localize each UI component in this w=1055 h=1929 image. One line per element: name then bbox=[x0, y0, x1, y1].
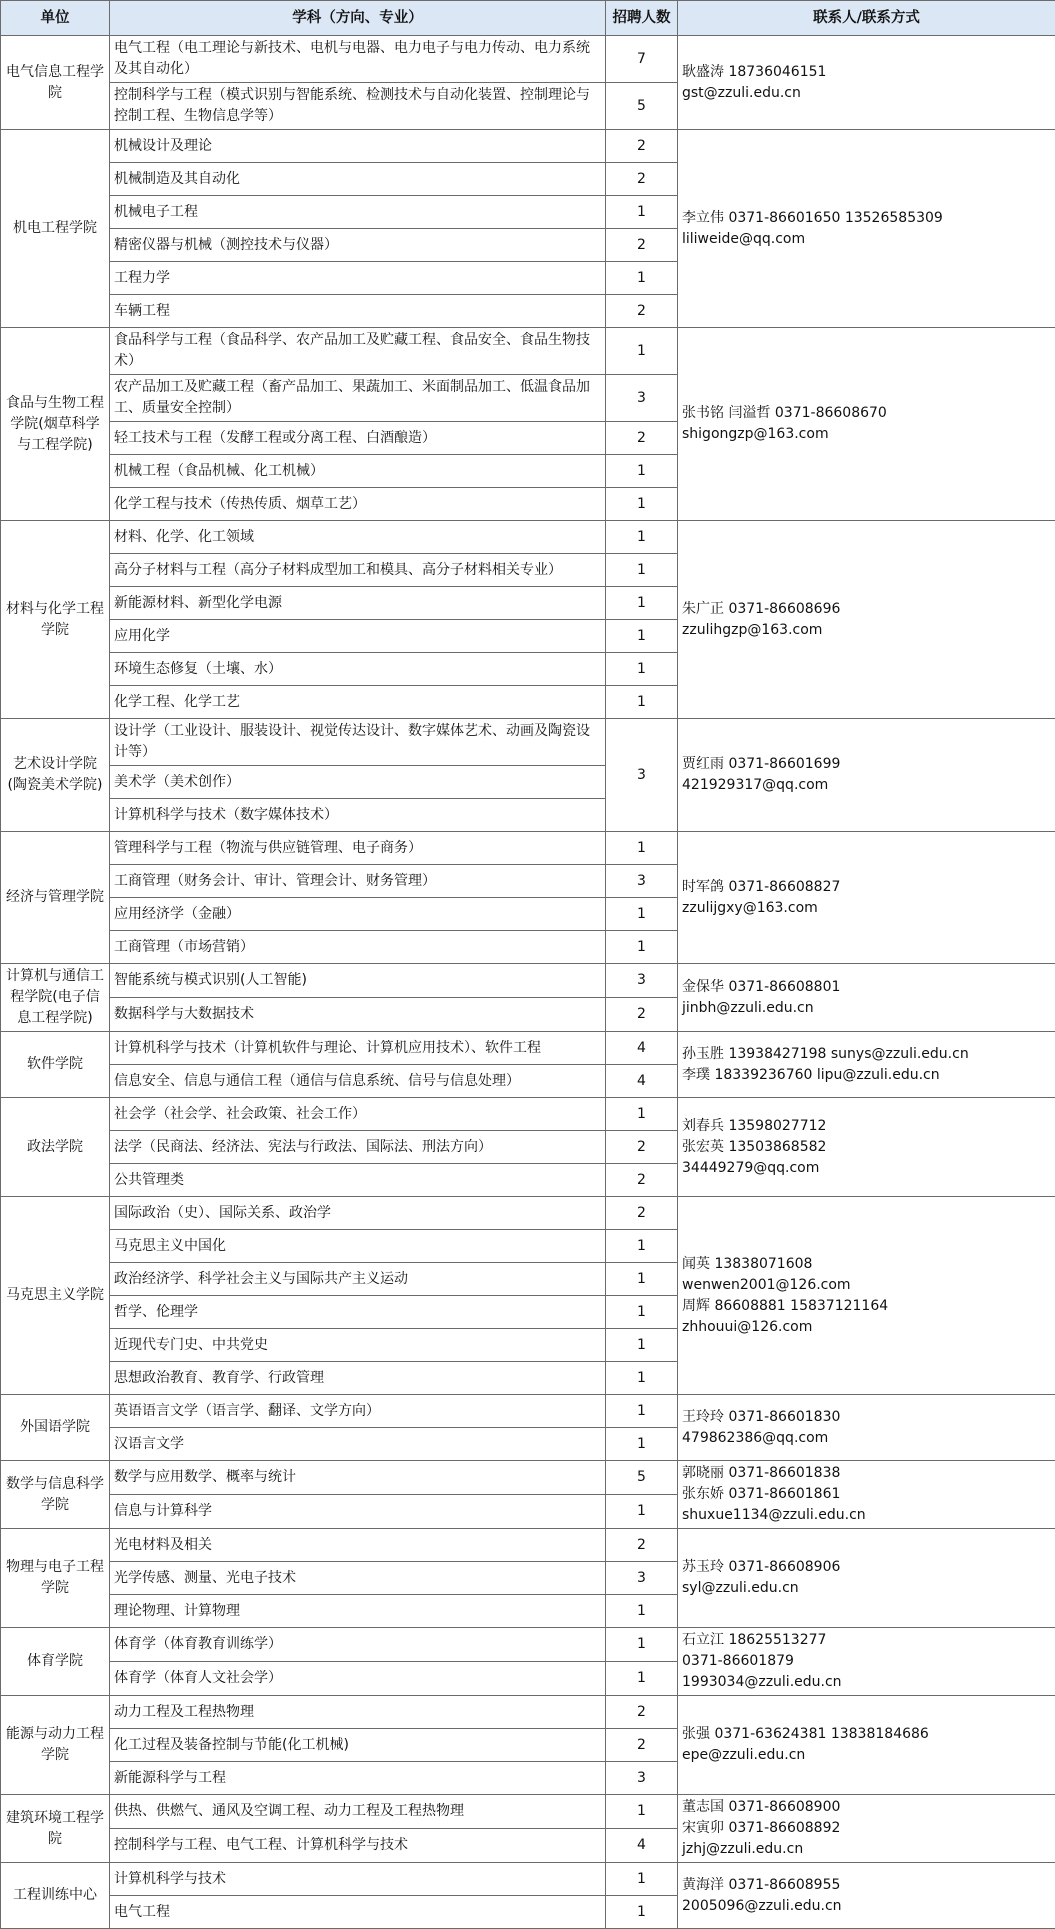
contact-line: 李立伟 0371-86601650 13526585309 bbox=[682, 208, 1051, 229]
contact-line: 耿盛涛 18736046151 bbox=[682, 62, 1051, 83]
count-cell: 2 bbox=[606, 130, 678, 163]
contact-line: 张强 0371-63624381 13838184686 bbox=[682, 1724, 1051, 1745]
count-cell: 1 bbox=[606, 620, 678, 653]
contact-line: syl@zzuli.edu.cn bbox=[682, 1578, 1051, 1599]
count-cell: 1 bbox=[606, 1263, 678, 1296]
count-cell: 1 bbox=[606, 931, 678, 964]
count-cell: 1 bbox=[606, 1362, 678, 1395]
contact-line: 2005096@zzuli.edu.cn bbox=[682, 1896, 1051, 1917]
subject-cell: 供热、供燃气、通风及空调工程、动力工程及工程热物理 bbox=[110, 1795, 606, 1829]
subject-cell: 食品科学与工程（食品科学、农产品加工及贮藏工程、食品安全、食品生物技术） bbox=[110, 328, 606, 375]
contact-line: gst@zzuli.edu.cn bbox=[682, 83, 1051, 104]
subject-cell: 动力工程及工程热物理 bbox=[110, 1696, 606, 1729]
contact-line: 董志国 0371-86608900 bbox=[682, 1797, 1051, 1818]
count-cell: 3 bbox=[606, 865, 678, 898]
table-row bbox=[1, 1696, 1055, 1729]
count-cell: 1 bbox=[606, 1863, 678, 1896]
contact-cell bbox=[678, 1395, 1055, 1461]
unit-cell: 计算机与通信工程学院(电子信息工程学院) bbox=[1, 964, 110, 1032]
contact-cell bbox=[678, 1863, 1055, 1929]
table-row bbox=[1, 521, 1055, 554]
count-cell: 3 bbox=[606, 964, 678, 998]
count-cell: 1 bbox=[606, 1896, 678, 1929]
subject-cell: 理论物理、计算物理 bbox=[110, 1595, 606, 1628]
contact-line: shigongzp@163.com bbox=[682, 424, 1051, 445]
contact-line: 宋寅卯 0371-86608892 bbox=[682, 1818, 1051, 1839]
subject-cell: 光学传感、测量、光电子技术 bbox=[110, 1562, 606, 1595]
subject-cell: 美术学（美术创作） bbox=[110, 766, 606, 799]
count-cell: 1 bbox=[606, 686, 678, 719]
table-row bbox=[1, 130, 1055, 163]
count-cell: 1 bbox=[606, 1662, 678, 1696]
contact-line: shuxue1134@zzuli.edu.cn bbox=[682, 1505, 1051, 1526]
subject-cell: 化学工程、化学工艺 bbox=[110, 686, 606, 719]
contact-line: zzulijgxy@163.com bbox=[682, 898, 1051, 919]
subject-cell: 设计学（工业设计、服装设计、视觉传达设计、数字媒体艺术、动画及陶瓷设计等） bbox=[110, 719, 606, 766]
subject-cell: 新能源科学与工程 bbox=[110, 1762, 606, 1795]
contact-line: 闻英 13838071608 bbox=[682, 1254, 1051, 1275]
subject-cell: 机械制造及其自动化 bbox=[110, 163, 606, 196]
contact-cell bbox=[678, 521, 1055, 719]
count-cell: 2 bbox=[606, 1197, 678, 1230]
subject-cell: 近现代专门史、中共党史 bbox=[110, 1329, 606, 1362]
count-cell: 1 bbox=[606, 488, 678, 521]
unit-cell: 工程训练中心 bbox=[1, 1863, 110, 1929]
contact-cell bbox=[678, 36, 1055, 130]
table-row bbox=[1, 1529, 1055, 1562]
contact-line: 郭晓丽 0371-86601838 bbox=[682, 1463, 1051, 1484]
count-cell: 4 bbox=[606, 1032, 678, 1065]
unit-cell: 数学与信息科学学院 bbox=[1, 1461, 110, 1529]
contact-cell bbox=[678, 832, 1055, 964]
unit-cell: 机电工程学院 bbox=[1, 130, 110, 328]
subject-cell: 政治经济学、科学社会主义与国际共产主义运动 bbox=[110, 1263, 606, 1296]
subject-cell: 应用化学 bbox=[110, 620, 606, 653]
count-cell: 4 bbox=[606, 1065, 678, 1098]
table-body bbox=[1, 36, 1055, 1929]
contact-line: 王玲玲 0371-86601830 bbox=[682, 1407, 1051, 1428]
contact-line: 黄海洋 0371-86608955 bbox=[682, 1875, 1051, 1896]
contact-line: liliweide@qq.com bbox=[682, 229, 1051, 250]
table-row bbox=[1, 832, 1055, 865]
count-cell: 1 bbox=[606, 1296, 678, 1329]
subject-cell: 信息与计算科学 bbox=[110, 1495, 606, 1529]
count-cell: 5 bbox=[606, 1461, 678, 1495]
table-row bbox=[1, 1628, 1055, 1662]
header-row bbox=[1, 1, 1055, 36]
count-cell: 1 bbox=[606, 1230, 678, 1263]
subject-cell: 计算机科学与技术（数字媒体技术） bbox=[110, 799, 606, 832]
subject-cell: 计算机科学与技术（计算机软件与理论、计算机应用技术）、软件工程 bbox=[110, 1032, 606, 1065]
count-cell: 3 bbox=[606, 1562, 678, 1595]
unit-cell: 食品与生物工程学院(烟草科学与工程学院) bbox=[1, 328, 110, 521]
contact-cell bbox=[678, 1795, 1055, 1863]
table-row bbox=[1, 36, 1055, 83]
contact-line: 石立江 18625513277 bbox=[682, 1630, 1051, 1651]
count-cell: 4 bbox=[606, 1829, 678, 1863]
unit-cell: 艺术设计学院(陶瓷美术学院) bbox=[1, 719, 110, 832]
contact-line: 479862386@qq.com bbox=[682, 1428, 1051, 1449]
contact-line: 苏玉玲 0371-86608906 bbox=[682, 1557, 1051, 1578]
subject-cell: 应用经济学（金融） bbox=[110, 898, 606, 931]
count-cell: 1 bbox=[606, 1329, 678, 1362]
contact-cell bbox=[678, 1628, 1055, 1696]
subject-cell: 思想政治教育、教育学、行政管理 bbox=[110, 1362, 606, 1395]
table-row bbox=[1, 1395, 1055, 1428]
header-unit: 单位 bbox=[1, 1, 110, 36]
table-row bbox=[1, 1863, 1055, 1896]
subject-cell: 计算机科学与技术 bbox=[110, 1863, 606, 1896]
contact-line: zzulihgzp@163.com bbox=[682, 620, 1051, 641]
subject-cell: 哲学、伦理学 bbox=[110, 1296, 606, 1329]
contact-line: 张东娇 0371-86601861 bbox=[682, 1484, 1051, 1505]
subject-cell: 环境生态修复（土壤、水） bbox=[110, 653, 606, 686]
contact-cell bbox=[678, 1696, 1055, 1795]
unit-cell: 物理与电子工程学院 bbox=[1, 1529, 110, 1628]
count-cell: 1 bbox=[606, 832, 678, 865]
count-cell: 1 bbox=[606, 1098, 678, 1131]
contact-cell bbox=[678, 1098, 1055, 1197]
subject-cell: 材料、化学、化工领域 bbox=[110, 521, 606, 554]
contact-line: 孙玉胜 13938427198 sunys@zzuli.edu.cn bbox=[682, 1044, 1051, 1065]
count-cell: 1 bbox=[606, 328, 678, 375]
count-cell: 2 bbox=[606, 1164, 678, 1197]
contact-cell bbox=[678, 1197, 1055, 1395]
subject-cell: 化工过程及装备控制与节能(化工机械) bbox=[110, 1729, 606, 1762]
count-cell: 1 bbox=[606, 1795, 678, 1829]
count-cell: 1 bbox=[606, 1428, 678, 1461]
contact-line: 金保华 0371-86608801 bbox=[682, 977, 1051, 998]
contact-line: wenwen2001@126.com bbox=[682, 1275, 1051, 1296]
count-cell: 7 bbox=[606, 36, 678, 83]
count-cell: 5 bbox=[606, 83, 678, 130]
table-row bbox=[1, 1032, 1055, 1065]
contact-line: 421929317@qq.com bbox=[682, 775, 1051, 796]
contact-line: epe@zzuli.edu.cn bbox=[682, 1745, 1051, 1766]
count-cell: 2 bbox=[606, 998, 678, 1032]
subject-cell: 机械设计及理论 bbox=[110, 130, 606, 163]
subject-cell: 机械电子工程 bbox=[110, 196, 606, 229]
contact-line: 张书铭 闫溢哲 0371-86608670 bbox=[682, 403, 1051, 424]
table-row bbox=[1, 1197, 1055, 1230]
subject-cell: 工商管理（市场营销） bbox=[110, 931, 606, 964]
count-cell: 2 bbox=[606, 1131, 678, 1164]
header-count: 招聘人数 bbox=[606, 1, 678, 36]
count-cell: 3 bbox=[606, 719, 678, 832]
count-cell: 2 bbox=[606, 422, 678, 455]
count-cell: 2 bbox=[606, 295, 678, 328]
subject-cell: 新能源材料、新型化学电源 bbox=[110, 587, 606, 620]
header-contact: 联系人/联系方式 bbox=[678, 1, 1055, 36]
table-row bbox=[1, 1461, 1055, 1495]
subject-cell: 高分子材料与工程（高分子材料成型加工和模具、高分子材料相关专业） bbox=[110, 554, 606, 587]
subject-cell: 机械工程（食品机械、化工机械） bbox=[110, 455, 606, 488]
subject-cell: 车辆工程 bbox=[110, 295, 606, 328]
contact-line: 贾红雨 0371-86601699 bbox=[682, 754, 1051, 775]
count-cell: 2 bbox=[606, 163, 678, 196]
contact-line: 时军鸽 0371-86608827 bbox=[682, 877, 1051, 898]
contact-line: 1993034@zzuli.edu.cn bbox=[682, 1672, 1051, 1693]
contact-line: 张宏英 13503868582 bbox=[682, 1137, 1051, 1158]
subject-cell: 轻工技术与工程（发酵工程或分离工程、白酒酿造） bbox=[110, 422, 606, 455]
unit-cell: 政法学院 bbox=[1, 1098, 110, 1197]
unit-cell: 外国语学院 bbox=[1, 1395, 110, 1461]
count-cell: 1 bbox=[606, 196, 678, 229]
count-cell: 3 bbox=[606, 1762, 678, 1795]
header-subject: 学科（方向、专业） bbox=[110, 1, 606, 36]
table-row bbox=[1, 328, 1055, 375]
subject-cell: 管理科学与工程（物流与供应链管理、电子商务） bbox=[110, 832, 606, 865]
count-cell: 1 bbox=[606, 1595, 678, 1628]
count-cell: 2 bbox=[606, 1529, 678, 1562]
unit-cell: 软件学院 bbox=[1, 1032, 110, 1098]
contact-cell bbox=[678, 1461, 1055, 1529]
unit-cell: 能源与动力工程学院 bbox=[1, 1696, 110, 1795]
unit-cell: 体育学院 bbox=[1, 1628, 110, 1696]
subject-cell: 精密仪器与机械（测控技术与仪器） bbox=[110, 229, 606, 262]
contact-line: 0371-86601879 bbox=[682, 1651, 1051, 1672]
count-cell: 2 bbox=[606, 1729, 678, 1762]
table-row bbox=[1, 1795, 1055, 1829]
contact-cell bbox=[678, 1032, 1055, 1098]
subject-cell: 智能系统与模式识别(人工智能) bbox=[110, 964, 606, 998]
table-row bbox=[1, 964, 1055, 998]
contact-cell bbox=[678, 130, 1055, 328]
contact-line: 刘春兵 13598027712 bbox=[682, 1116, 1051, 1137]
contact-cell bbox=[678, 1529, 1055, 1628]
subject-cell: 英语语言文学（语言学、翻译、文学方向） bbox=[110, 1395, 606, 1428]
subject-cell: 控制科学与工程（模式识别与智能系统、检测技术与自动化装置、控制理论与控制工程、生物信息学等） bbox=[110, 83, 606, 130]
count-cell: 1 bbox=[606, 587, 678, 620]
subject-cell: 工商管理（财务会计、审计、管理会计、财务管理） bbox=[110, 865, 606, 898]
contact-cell bbox=[678, 328, 1055, 521]
subject-cell: 电气工程（电工理论与新技术、电机与电器、电力电子与电力传动、电力系统及其自动化） bbox=[110, 36, 606, 83]
contact-line: 朱广正 0371-86608696 bbox=[682, 599, 1051, 620]
subject-cell: 公共管理类 bbox=[110, 1164, 606, 1197]
subject-cell: 数据科学与大数据技术 bbox=[110, 998, 606, 1032]
count-cell: 1 bbox=[606, 1495, 678, 1529]
contact-line: zhhouui@126.com bbox=[682, 1317, 1051, 1338]
unit-cell: 材料与化学工程学院 bbox=[1, 521, 110, 719]
count-cell: 1 bbox=[606, 1395, 678, 1428]
subject-cell: 马克思主义中国化 bbox=[110, 1230, 606, 1263]
subject-cell: 农产品加工及贮藏工程（畜产品加工、果蔬加工、米面制品加工、低温食品加工、质量安全控制） bbox=[110, 375, 606, 422]
subject-cell: 数学与应用数学、概率与统计 bbox=[110, 1461, 606, 1495]
contact-line: jinbh@zzuli.edu.cn bbox=[682, 998, 1051, 1019]
subject-cell: 体育学（体育人文社会学） bbox=[110, 1662, 606, 1696]
unit-cell: 经济与管理学院 bbox=[1, 832, 110, 964]
subject-cell: 国际政治（史）、国际关系、政治学 bbox=[110, 1197, 606, 1230]
subject-cell: 化学工程与技术（传热传质、烟草工艺） bbox=[110, 488, 606, 521]
count-cell: 1 bbox=[606, 898, 678, 931]
contact-line: 周辉 86608881 15837121164 bbox=[682, 1296, 1051, 1317]
subject-cell: 工程力学 bbox=[110, 262, 606, 295]
count-cell: 1 bbox=[606, 521, 678, 554]
subject-cell: 体育学（体育教育训练学） bbox=[110, 1628, 606, 1662]
count-cell: 1 bbox=[606, 455, 678, 488]
contact-line: jzhj@zzuli.edu.cn bbox=[682, 1839, 1051, 1860]
unit-cell: 马克思主义学院 bbox=[1, 1197, 110, 1395]
subject-cell: 光电材料及相关 bbox=[110, 1529, 606, 1562]
subject-cell: 电气工程 bbox=[110, 1896, 606, 1929]
contact-cell bbox=[678, 719, 1055, 832]
subject-cell: 控制科学与工程、电气工程、计算机科学与技术 bbox=[110, 1829, 606, 1863]
unit-cell: 建筑环境工程学院 bbox=[1, 1795, 110, 1863]
count-cell: 2 bbox=[606, 229, 678, 262]
count-cell: 3 bbox=[606, 375, 678, 422]
unit-cell: 电气信息工程学院 bbox=[1, 36, 110, 130]
subject-cell: 信息安全、信息与通信工程（通信与信息系统、信号与信息处理） bbox=[110, 1065, 606, 1098]
table-row bbox=[1, 719, 1055, 766]
count-cell: 1 bbox=[606, 1628, 678, 1662]
subject-cell: 汉语言文学 bbox=[110, 1428, 606, 1461]
count-cell: 2 bbox=[606, 1696, 678, 1729]
table-row bbox=[1, 1098, 1055, 1131]
subject-cell: 社会学（社会学、社会政策、社会工作） bbox=[110, 1098, 606, 1131]
contact-line: 李璞 18339236760 lipu@zzuli.edu.cn bbox=[682, 1065, 1051, 1086]
count-cell: 1 bbox=[606, 653, 678, 686]
count-cell: 1 bbox=[606, 554, 678, 587]
subject-cell: 法学（民商法、经济法、宪法与行政法、国际法、刑法方向） bbox=[110, 1131, 606, 1164]
contact-line: 34449279@qq.com bbox=[682, 1158, 1051, 1179]
count-cell: 1 bbox=[606, 262, 678, 295]
contact-cell bbox=[678, 964, 1055, 1032]
